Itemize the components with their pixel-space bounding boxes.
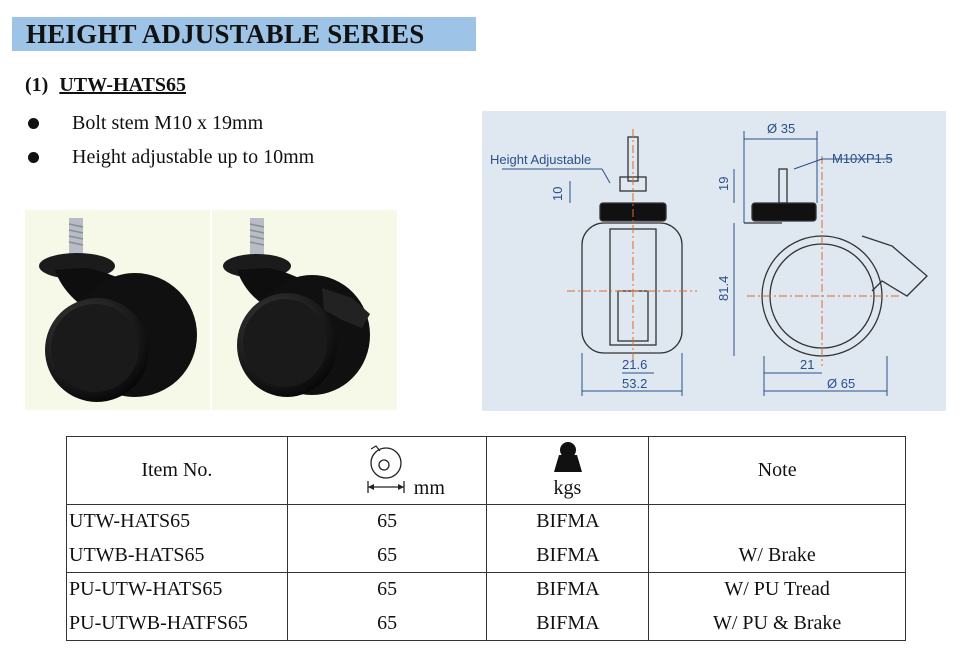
top-diameter-label: Ø 35 (767, 121, 796, 136)
header-load (487, 437, 649, 505)
cell-size: 65 (287, 607, 487, 641)
wheel-diameter-icon (364, 443, 408, 495)
model-number: (1) (25, 74, 49, 96)
cell-note: W/ Brake (649, 539, 906, 573)
cell-note: W/ PU & Brake (649, 607, 906, 641)
bullet-icon (28, 118, 39, 129)
size-unit: mm (413, 477, 445, 499)
cell-load: BIFMA (487, 573, 649, 607)
cell-load: BIFMA (487, 607, 649, 641)
table-row (67, 573, 906, 607)
cell-size: 65 (287, 505, 487, 539)
cell-note (649, 505, 906, 539)
height-value-label: 10 (550, 186, 565, 201)
total-height-label: 81.4 (716, 275, 731, 301)
table-row (67, 539, 906, 573)
feature-list (25, 106, 314, 174)
bullet-icon (28, 152, 39, 163)
cell-size: 65 (287, 573, 487, 607)
header-note: Note (649, 437, 906, 505)
offset-label: 21 (800, 357, 815, 372)
cell-load: BIFMA (487, 539, 649, 573)
total-width-label: 53.2 (622, 376, 648, 391)
feature-item (25, 106, 314, 140)
wheel-diameter-label: Ø 65 (827, 376, 856, 391)
cell-item: PU-UTW-HATS65 (67, 573, 288, 607)
product-photo-caster (25, 210, 210, 410)
caster-brake-image (212, 210, 397, 410)
thread-label: M10XP1.5 (832, 151, 893, 166)
feature-text: Height adjustable up to 10mm (72, 145, 315, 168)
header-item-no: Item No. (67, 437, 288, 505)
product-photo-caster-brake (212, 210, 397, 410)
caster-image (25, 210, 210, 410)
cell-load: BIFMA (487, 505, 649, 539)
series-title: HEIGHT ADJUSTABLE SERIES (12, 17, 476, 51)
spec-table (66, 436, 906, 641)
stem-length-label: 19 (716, 176, 731, 191)
table-header-row (67, 437, 906, 505)
table-row (67, 607, 906, 641)
dimension-drawing (482, 111, 946, 411)
inner-width-label: 21.6 (622, 357, 648, 372)
load-weight-icon (553, 441, 583, 473)
load-unit: kgs (553, 477, 582, 499)
cell-size: 65 (287, 539, 487, 573)
cell-item: UTW-HATS65 (67, 505, 288, 539)
cell-item: UTWB-HATS65 (67, 539, 288, 573)
model-name: UTW-HATS65 (59, 74, 187, 96)
feature-text: Bolt stem M10 x 19mm (72, 111, 264, 134)
model-heading (25, 74, 186, 97)
cell-item: PU-UTWB-HATFS65 (67, 607, 288, 641)
height-adjustable-label: Height Adjustable (490, 152, 592, 167)
table-row (67, 505, 906, 539)
technical-drawing (482, 111, 946, 411)
cell-note: W/ PU Tread (649, 573, 906, 607)
feature-item (25, 140, 314, 174)
header-size (287, 437, 487, 505)
